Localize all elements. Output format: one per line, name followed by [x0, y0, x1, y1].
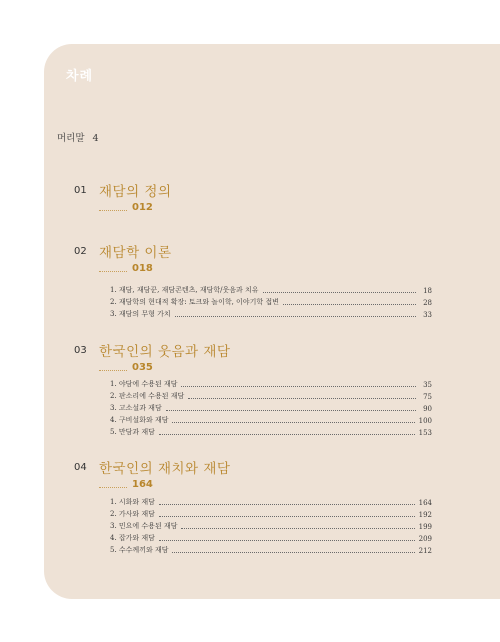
chapter-number: 04: [74, 462, 87, 473]
chapter-title: 재담학 이론: [99, 245, 172, 261]
chapter-title: 한국인의 웃음과 재담: [99, 344, 231, 360]
chapter-01[interactable]: [74, 180, 434, 213]
chapter-02-entries: [110, 283, 432, 319]
chapter-page: 012: [132, 202, 153, 213]
chapter-page: 018: [132, 263, 153, 274]
chapter-04-entries: [110, 495, 432, 555]
chapter-title: 재담의 정의: [99, 184, 172, 200]
toc-entry[interactable]: 1. 야담에 수용된 재담 35: [110, 380, 432, 389]
chapter-rule: [99, 370, 127, 371]
chapter-number: 03: [74, 345, 87, 356]
preface-label: 머리말: [57, 133, 85, 144]
toc-title: 차례: [66, 69, 94, 84]
toc-entry[interactable]: 1. 재담, 재담꾼, 재담콘텐츠, 재담학/웃음과 치유 18: [110, 286, 432, 295]
chapter-rule: [99, 271, 127, 272]
preface-entry[interactable]: [57, 130, 99, 144]
toc-entry[interactable]: 2. 가사와 재담 192: [110, 510, 432, 519]
toc-entry[interactable]: 4. 구비설화와 재담 100: [110, 416, 432, 425]
chapter-rule: [99, 487, 127, 488]
toc-entry[interactable]: 5. 만담과 재담 153: [110, 428, 432, 437]
chapter-02[interactable]: [74, 241, 434, 274]
chapter-rule: [99, 210, 127, 211]
toc-entry[interactable]: 2. 판소리에 수용된 재담 75: [110, 392, 432, 401]
chapter-03[interactable]: [74, 340, 434, 373]
toc-entry[interactable]: 3. 재담의 무형 가치 33: [110, 310, 432, 319]
chapter-04[interactable]: [74, 457, 434, 490]
toc-entry[interactable]: 2. 재담학의 현대적 확장: 토크와 놀이학, 이야기학 접변 28: [110, 298, 432, 307]
toc-entry[interactable]: 5. 수수께끼와 재담 212: [110, 546, 432, 555]
chapter-number: 01: [74, 185, 87, 196]
toc-entry[interactable]: 3. 고소설과 재담 90: [110, 404, 432, 413]
preface-page: 4: [92, 133, 99, 144]
chapter-page: 035: [132, 362, 153, 373]
chapter-page: 164: [132, 479, 153, 490]
toc-entry[interactable]: 3. 민요에 수용된 재담 199: [110, 522, 432, 531]
chapter-title: 한국인의 재치와 재담: [99, 461, 231, 477]
toc-entry[interactable]: 4. 잡가와 재담 209: [110, 534, 432, 543]
chapter-number: 02: [74, 246, 87, 257]
chapter-03-entries: [110, 377, 432, 437]
toc-entry[interactable]: 1. 시화와 재담 164: [110, 498, 432, 507]
